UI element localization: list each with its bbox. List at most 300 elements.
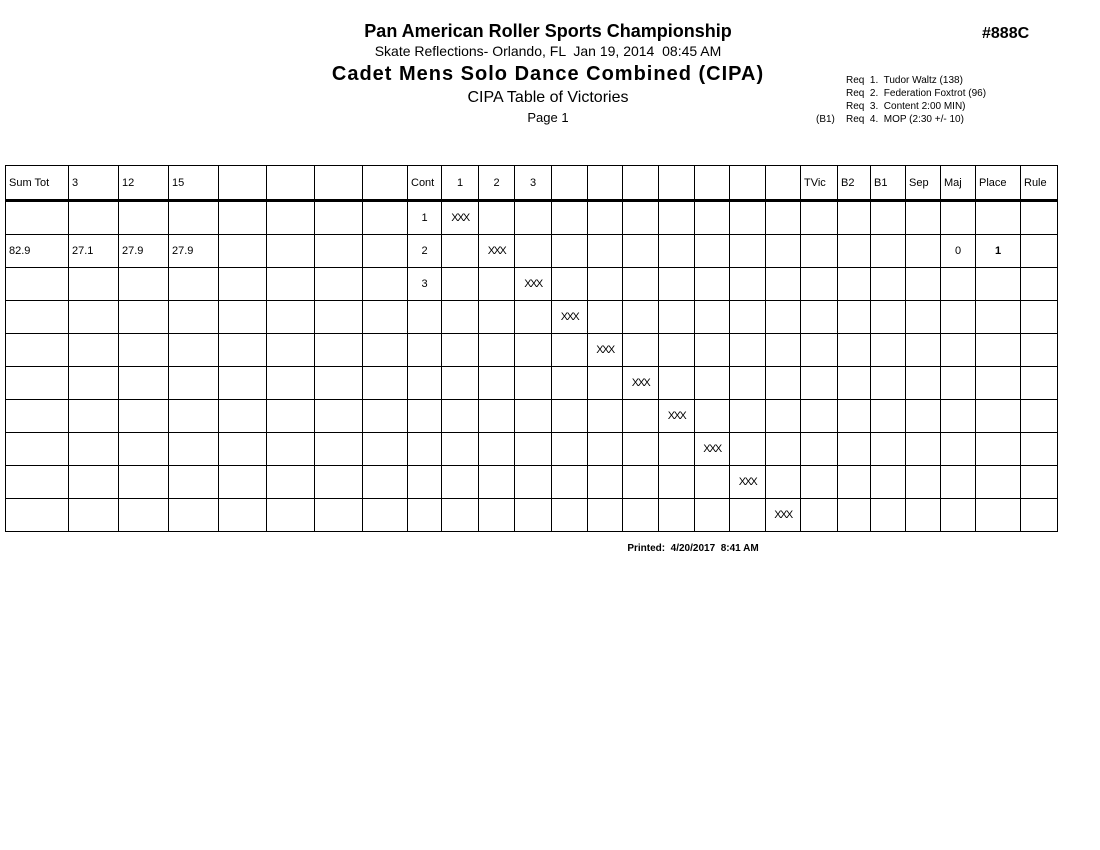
table-cell	[6, 400, 69, 433]
table-cell: 27.9	[169, 235, 219, 268]
table-cell	[871, 433, 906, 466]
table-cell	[69, 334, 119, 367]
table-cell	[838, 268, 871, 301]
table-cell	[6, 201, 69, 235]
event-number: #888C	[982, 25, 1030, 42]
table-cell	[588, 268, 623, 301]
venue-date-line: Skate Reflections- Orlando, FL Jan 19, 2014 08:45 AM	[374, 43, 722, 59]
table-cell	[941, 400, 976, 433]
column-header: Maj	[941, 166, 976, 201]
table-row	[6, 301, 1058, 334]
table-cell	[801, 201, 838, 235]
column-header	[659, 166, 695, 201]
table-cell	[730, 499, 766, 532]
table-cell: 82.9	[6, 235, 69, 268]
table-cell	[69, 433, 119, 466]
table-cell	[363, 499, 408, 532]
table-cell	[1021, 201, 1058, 235]
table-cell	[408, 334, 442, 367]
table-cell	[119, 466, 169, 499]
table-cell	[6, 433, 69, 466]
table-cell	[119, 334, 169, 367]
table-row	[6, 367, 1058, 400]
table-cell	[552, 499, 588, 532]
table-cell	[442, 367, 479, 400]
table-cell	[871, 334, 906, 367]
column-header	[219, 166, 267, 201]
table-cell	[119, 201, 169, 235]
table-cell	[363, 433, 408, 466]
table-cell	[623, 400, 659, 433]
table-cell	[552, 201, 588, 235]
table-cell	[838, 201, 871, 235]
table-cell	[169, 301, 219, 334]
table-cell	[976, 466, 1021, 499]
table-cell	[695, 367, 730, 400]
table-cell	[801, 499, 838, 532]
table-cell	[801, 466, 838, 499]
table-cell	[695, 235, 730, 268]
column-header	[552, 166, 588, 201]
table-cell: 1	[976, 235, 1021, 268]
table-cell	[1021, 367, 1058, 400]
table-cell	[267, 466, 315, 499]
table-cell	[552, 334, 588, 367]
table-cell	[766, 268, 801, 301]
table-cell	[623, 334, 659, 367]
table-cell	[69, 301, 119, 334]
table-cell	[1021, 400, 1058, 433]
column-header	[623, 166, 659, 201]
requirement-prefix	[816, 100, 846, 113]
table-cell	[801, 433, 838, 466]
victory-mark-cell: XXX	[766, 499, 801, 532]
table-cell	[315, 367, 363, 400]
table-cell	[1021, 301, 1058, 334]
requirements-list	[816, 74, 986, 126]
victory-mark-cell: XXX	[730, 466, 766, 499]
table-cell	[801, 334, 838, 367]
table-cell	[6, 268, 69, 301]
table-cell	[119, 433, 169, 466]
column-header: 1	[442, 166, 479, 201]
table-cell	[315, 235, 363, 268]
table-cell	[363, 334, 408, 367]
table-cell	[515, 499, 552, 532]
table-cell	[169, 400, 219, 433]
table-cell	[408, 466, 442, 499]
table-cell	[267, 367, 315, 400]
table-cell	[941, 334, 976, 367]
column-header: 12	[119, 166, 169, 201]
table-cell	[906, 367, 941, 400]
table-cell	[408, 433, 442, 466]
table-cell	[588, 301, 623, 334]
table-cell	[219, 367, 267, 400]
table-cell	[6, 367, 69, 400]
table-cell	[801, 367, 838, 400]
table-cell	[623, 433, 659, 466]
event-title: Cadet Mens Solo Dance Combined (CIPA)	[331, 63, 765, 85]
requirement-prefix	[816, 74, 846, 87]
column-header: TVic	[801, 166, 838, 201]
requirement-label: Req 1. Tudor Waltz (138)	[846, 75, 963, 86]
table-cell	[766, 301, 801, 334]
table-cell	[695, 201, 730, 235]
table-cell	[408, 499, 442, 532]
table-cell	[479, 433, 515, 466]
table-cell	[906, 334, 941, 367]
table-cell	[838, 466, 871, 499]
table-cell	[442, 235, 479, 268]
table-cell	[219, 400, 267, 433]
page-number: Page 1	[527, 110, 569, 125]
table-cell	[941, 301, 976, 334]
table-cell	[169, 466, 219, 499]
table-row	[6, 433, 1058, 466]
table-cell	[871, 367, 906, 400]
table-cell	[267, 334, 315, 367]
table-cell	[219, 433, 267, 466]
table-cell	[871, 400, 906, 433]
table-cell	[315, 466, 363, 499]
table-cell	[119, 301, 169, 334]
table-cell	[515, 334, 552, 367]
table-cell	[906, 499, 941, 532]
table-cell	[838, 334, 871, 367]
table-cell	[552, 433, 588, 466]
table-cell	[515, 367, 552, 400]
table-cell	[976, 400, 1021, 433]
table-cell	[169, 499, 219, 532]
table-cell	[552, 235, 588, 268]
table-cell	[442, 334, 479, 367]
table-cell	[659, 367, 695, 400]
table-row	[6, 334, 1058, 367]
table-cell	[219, 499, 267, 532]
championship-title: Pan American Roller Sports Championship	[364, 21, 732, 41]
table-cell	[941, 268, 976, 301]
requirement-prefix: (B1)	[816, 114, 835, 125]
table-cell	[695, 334, 730, 367]
table-cell	[588, 201, 623, 235]
table-cell	[730, 235, 766, 268]
requirement-item	[816, 74, 986, 87]
table-cell	[315, 433, 363, 466]
requirement-prefix	[816, 87, 846, 100]
table-cell	[479, 367, 515, 400]
table-cell	[766, 367, 801, 400]
table-cell	[315, 499, 363, 532]
victory-mark-cell: XXX	[515, 268, 552, 301]
table-cell	[801, 400, 838, 433]
table-cell	[730, 201, 766, 235]
table-cell	[871, 499, 906, 532]
table-cell	[219, 334, 267, 367]
table-cell	[976, 433, 1021, 466]
table-cell	[69, 201, 119, 235]
table-cell	[766, 400, 801, 433]
table-cell	[941, 367, 976, 400]
table-cell	[267, 301, 315, 334]
table-cell	[801, 268, 838, 301]
table-cell	[315, 334, 363, 367]
table-cell	[515, 400, 552, 433]
table-cell	[695, 301, 730, 334]
victory-mark-cell: XXX	[623, 367, 659, 400]
table-cell	[588, 466, 623, 499]
table-cell	[906, 466, 941, 499]
victory-mark-cell: XXX	[479, 235, 515, 268]
table-cell	[515, 235, 552, 268]
victory-mark-cell: XXX	[442, 201, 479, 235]
requirement-label: Req 4. MOP (2:30 +/- 10)	[846, 114, 964, 125]
table-cell	[169, 268, 219, 301]
table-cell	[363, 400, 408, 433]
table-cell	[730, 301, 766, 334]
table-cell	[588, 400, 623, 433]
table-cell	[408, 301, 442, 334]
table-cell	[1021, 499, 1058, 532]
table-cell	[730, 367, 766, 400]
table-row	[6, 466, 1058, 499]
table-cell	[442, 301, 479, 334]
table-cell	[442, 400, 479, 433]
table-cell	[69, 466, 119, 499]
table-cell	[552, 268, 588, 301]
table-cell	[479, 301, 515, 334]
table-row	[6, 499, 1058, 532]
table-cell	[552, 367, 588, 400]
table-cell	[976, 301, 1021, 334]
table-cell	[941, 433, 976, 466]
table-cell	[219, 301, 267, 334]
column-header: Place	[976, 166, 1021, 201]
table-cell: 2	[408, 235, 442, 268]
table-cell	[6, 301, 69, 334]
table-cell	[119, 499, 169, 532]
table-cell	[408, 367, 442, 400]
table-cell	[552, 400, 588, 433]
table-cell	[659, 301, 695, 334]
table-cell	[976, 268, 1021, 301]
table-cell	[315, 268, 363, 301]
column-header	[363, 166, 408, 201]
table-cell	[659, 499, 695, 532]
table-cell	[588, 499, 623, 532]
table-cell	[871, 268, 906, 301]
table-cell	[515, 466, 552, 499]
table-cell	[479, 499, 515, 532]
table-cell	[695, 499, 730, 532]
column-header: Sep	[906, 166, 941, 201]
table-row	[6, 201, 1058, 235]
requirement-item	[816, 113, 986, 126]
table-cell	[766, 466, 801, 499]
table-cell	[363, 466, 408, 499]
column-header: Rule	[1021, 166, 1058, 201]
report-title: CIPA Table of Victories	[467, 89, 629, 106]
table-cell	[766, 433, 801, 466]
table-cell	[623, 235, 659, 268]
column-header: 3	[515, 166, 552, 201]
column-header	[766, 166, 801, 201]
requirement-label: Req 2. Federation Foxtrot (96)	[846, 88, 987, 99]
table-cell	[119, 268, 169, 301]
table-cell	[442, 268, 479, 301]
table-cell	[267, 433, 315, 466]
table-cell	[838, 235, 871, 268]
requirement-item	[816, 100, 986, 113]
table-cell	[408, 400, 442, 433]
table-cell	[730, 400, 766, 433]
table-cell	[623, 466, 659, 499]
victory-mark-cell: XXX	[552, 301, 588, 334]
table-cell	[623, 201, 659, 235]
printed-timestamp: Printed: 4/20/2017 8:41 AM	[627, 543, 759, 554]
column-header: 15	[169, 166, 219, 201]
table-cell: 27.9	[119, 235, 169, 268]
table-cell	[479, 400, 515, 433]
table-cell: 3	[408, 268, 442, 301]
table-cell	[659, 466, 695, 499]
table-cell	[976, 334, 1021, 367]
table-cell	[730, 268, 766, 301]
table-cell	[267, 201, 315, 235]
column-header: B2	[838, 166, 871, 201]
table-header-row	[6, 166, 1058, 201]
table-cell	[976, 201, 1021, 235]
table-cell	[169, 433, 219, 466]
table-cell	[479, 334, 515, 367]
table-cell	[363, 201, 408, 235]
table-cell	[976, 367, 1021, 400]
requirement-label: Req 3. Content 2:00 MIN)	[846, 101, 966, 112]
table-cell	[169, 201, 219, 235]
table-cell	[169, 334, 219, 367]
table-of-victories	[5, 165, 1058, 532]
table-cell	[906, 235, 941, 268]
table-cell	[219, 201, 267, 235]
table-cell: 1	[408, 201, 442, 235]
table-cell	[838, 499, 871, 532]
column-header	[730, 166, 766, 201]
table-cell	[871, 301, 906, 334]
table-cell	[267, 235, 315, 268]
table-cell	[1021, 235, 1058, 268]
table-cell	[801, 235, 838, 268]
table-cell	[801, 301, 838, 334]
table-cell	[871, 466, 906, 499]
table-cell	[838, 433, 871, 466]
table-cell	[659, 235, 695, 268]
table-cell	[515, 433, 552, 466]
column-header: Sum Tot	[6, 166, 69, 201]
table-cell	[659, 268, 695, 301]
table-cell	[588, 367, 623, 400]
table-cell	[695, 268, 730, 301]
table-cell	[871, 235, 906, 268]
table-cell	[363, 301, 408, 334]
table-cell	[267, 499, 315, 532]
table-cell	[479, 466, 515, 499]
column-header	[267, 166, 315, 201]
table-cell	[169, 367, 219, 400]
table-cell	[623, 301, 659, 334]
table-row	[6, 268, 1058, 301]
victory-mark-cell: XXX	[588, 334, 623, 367]
column-header: 2	[479, 166, 515, 201]
table-cell	[906, 201, 941, 235]
table-cell	[838, 400, 871, 433]
table-cell	[69, 400, 119, 433]
table-cell	[871, 201, 906, 235]
table-cell	[766, 201, 801, 235]
column-header: Cont	[408, 166, 442, 201]
table-cell	[442, 466, 479, 499]
table-cell	[315, 201, 363, 235]
column-header	[315, 166, 363, 201]
table-cell	[6, 466, 69, 499]
table-cell	[315, 301, 363, 334]
table-cell	[906, 433, 941, 466]
table-cell	[69, 268, 119, 301]
table-cell	[119, 400, 169, 433]
table-cell	[941, 499, 976, 532]
table-cell	[838, 367, 871, 400]
table-cell	[730, 433, 766, 466]
table-cell: 0	[941, 235, 976, 268]
column-header	[695, 166, 730, 201]
table-cell	[267, 400, 315, 433]
table-cell	[219, 235, 267, 268]
table-cell	[976, 499, 1021, 532]
table-cell	[695, 400, 730, 433]
table-cell	[479, 201, 515, 235]
table-cell	[906, 400, 941, 433]
table-cell	[695, 466, 730, 499]
table-cell	[363, 235, 408, 268]
table-cell	[588, 235, 623, 268]
table-cell	[442, 433, 479, 466]
table-cell	[69, 499, 119, 532]
table-cell	[315, 400, 363, 433]
table-cell	[941, 201, 976, 235]
table-cell	[906, 268, 941, 301]
column-header	[588, 166, 623, 201]
table-cell: 27.1	[69, 235, 119, 268]
table-cell	[515, 301, 552, 334]
table-cell	[6, 334, 69, 367]
table-cell	[69, 367, 119, 400]
table-cell	[623, 499, 659, 532]
table-cell	[659, 433, 695, 466]
table-cell	[1021, 433, 1058, 466]
table-cell	[267, 268, 315, 301]
table-cell	[730, 334, 766, 367]
column-header: 3	[69, 166, 119, 201]
table-cell	[363, 268, 408, 301]
table-cell	[659, 201, 695, 235]
table-cell	[588, 433, 623, 466]
victory-mark-cell: XXX	[695, 433, 730, 466]
table-cell	[623, 268, 659, 301]
table-cell	[219, 466, 267, 499]
table-cell	[515, 201, 552, 235]
table-cell	[1021, 334, 1058, 367]
table-cell	[659, 334, 695, 367]
table-cell	[906, 301, 941, 334]
